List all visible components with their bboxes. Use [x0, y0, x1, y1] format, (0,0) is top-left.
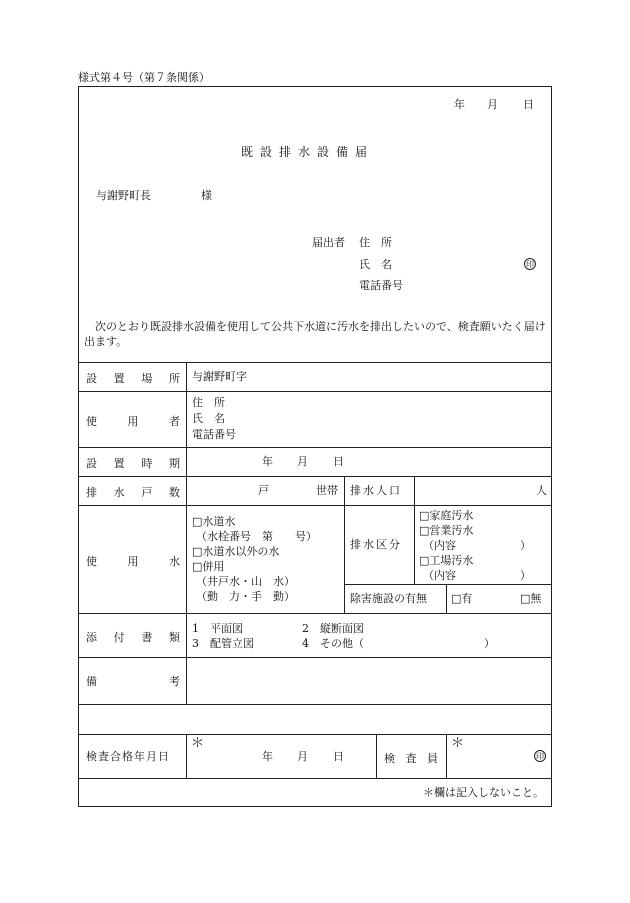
attachments-label: 添 付 書 類 — [86, 631, 180, 644]
water-option-other: □水道水以外の水 — [192, 545, 280, 558]
column-divider — [446, 584, 447, 613]
households-label: 排 水 戸 数 — [86, 486, 180, 499]
water-option-well: （井戸水・山 水） — [196, 575, 295, 588]
drain-factory-content-open: （内容 — [423, 569, 456, 582]
drain-option-business: □営業汚水 — [419, 524, 474, 537]
households-unit: 戸 — [258, 484, 269, 497]
user-name-label: 氏 名 — [192, 412, 225, 425]
user-label: 使 用 者 — [86, 415, 180, 428]
column-divider — [186, 734, 187, 778]
user-address-label: 住 所 — [192, 396, 225, 409]
applicant-name-label: 氏 名 — [359, 258, 392, 271]
row-divider — [78, 613, 552, 614]
applicant-seal: 印 — [526, 260, 534, 269]
attachment-other-close: ） — [484, 637, 495, 650]
column-divider — [344, 476, 345, 613]
install-day-label: 日 — [333, 455, 344, 468]
row-divider — [78, 391, 552, 392]
drain-business-content-close: ） — [520, 539, 531, 552]
water-option-power: （動 力・手 動） — [196, 590, 295, 603]
row-divider — [78, 362, 552, 363]
applicant-phone-label: 電話番号 — [359, 279, 403, 292]
column-divider — [376, 734, 377, 778]
row-divider — [78, 505, 552, 506]
inspection-date-label: 検査合格年月日 — [86, 750, 170, 763]
setai-unit: 世帯 — [316, 484, 338, 497]
install-year-label: 年 — [262, 455, 273, 468]
column-divider — [186, 362, 187, 704]
row-divider — [78, 657, 552, 658]
row-divider — [78, 476, 552, 477]
population-label: 排水人口 — [350, 484, 402, 497]
addressee: 与謝野町長 — [96, 189, 151, 202]
inspection-day-label: 日 — [333, 750, 344, 763]
attachment-plan: 1 平面図 — [192, 622, 243, 635]
row-divider — [344, 584, 552, 585]
pollutant-no-option: □無 — [520, 592, 542, 605]
location-value: 与謝野町字 — [192, 370, 247, 383]
pollutant-yes-option: □有 — [451, 592, 473, 605]
user-phone-label: 電話番号 — [192, 428, 236, 441]
inspector-seal: 印 — [536, 752, 544, 761]
drain-business-content-open: （内容 — [423, 539, 456, 552]
date-year-label: 年 — [454, 98, 465, 111]
inspection-date-mark: ＊ — [191, 736, 205, 751]
footer-note: ＊欄は記入しないこと。 — [423, 786, 544, 799]
inspector-mark: ＊ — [451, 736, 465, 751]
notice-text: 次のとおり既設排水設備を使用して公共下水道に汚水を排出したいので、検査願いたく届け出ます。 — [84, 320, 546, 349]
form-title: 既設排水設備届 — [241, 145, 375, 159]
population-unit: 人 — [536, 484, 547, 497]
row-divider — [78, 447, 552, 448]
drain-option-factory: □工場汚水 — [419, 554, 474, 567]
column-divider — [446, 734, 447, 778]
water-option-combined: □併用 — [192, 560, 225, 573]
water-option-tap-number: （水栓番号 第 号） — [196, 530, 317, 543]
inspector-label: 検 査 員 — [384, 752, 438, 765]
row-divider — [78, 704, 552, 705]
water-option-tapwater: □水道水 — [192, 515, 236, 528]
water-label: 使 用 水 — [86, 555, 180, 568]
pollutant-facility-label: 除害施設の有無 — [350, 592, 427, 605]
date-month-label: 月 — [487, 98, 498, 111]
attachment-other-open: 4 その他（ — [302, 637, 364, 650]
remarks-label: 備 考 — [86, 675, 180, 688]
applicant-address-label: 住 所 — [359, 236, 392, 249]
date-day-label: 日 — [523, 98, 534, 111]
row-divider — [78, 734, 552, 735]
install-month-label: 月 — [297, 455, 308, 468]
drain-option-household: □家庭汚水 — [419, 509, 474, 522]
drain-class-label: 排水区分 — [350, 538, 402, 551]
attachment-piping: 3 配管立図 — [192, 637, 254, 650]
attachment-longitudinal: 2 縦断面図 — [302, 622, 364, 635]
row-divider — [78, 778, 552, 779]
inspection-year-label: 年 — [262, 750, 273, 763]
applicant-label: 届出者 — [312, 236, 345, 249]
inspection-month-label: 月 — [297, 750, 308, 763]
drain-factory-content-close: ） — [520, 569, 531, 582]
form-number: 様式第４号（第７条関係） — [78, 71, 210, 84]
location-label: 設 置 場 所 — [86, 372, 180, 385]
column-divider — [414, 476, 415, 584]
honorific: 様 — [201, 189, 212, 202]
install-date-label: 設 置 時 期 — [86, 457, 180, 470]
